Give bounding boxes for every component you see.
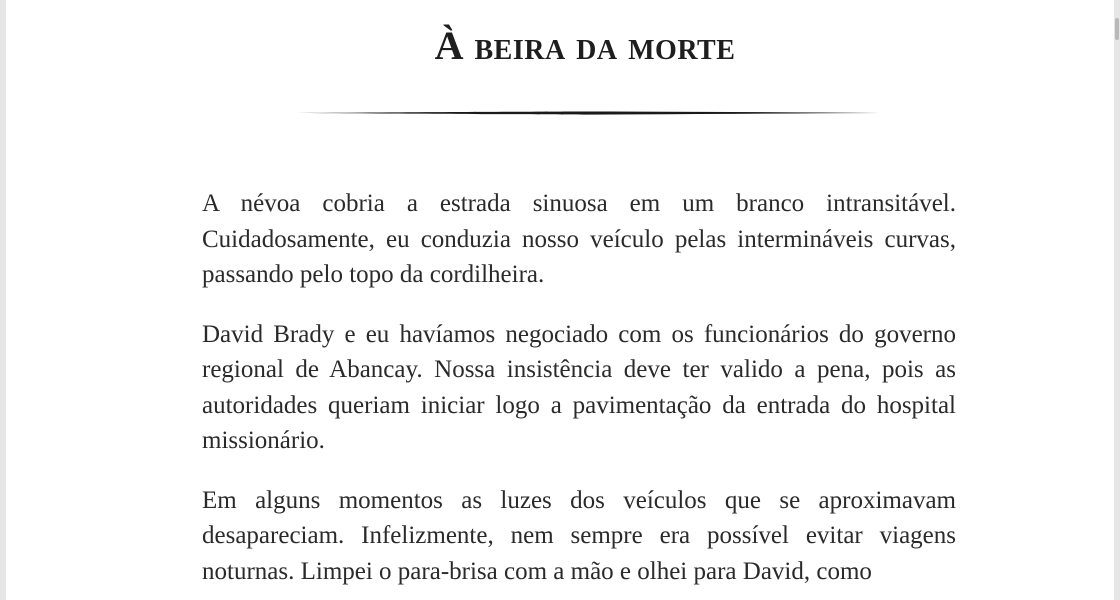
vertical-scrollbar[interactable] [1114, 0, 1120, 600]
paragraph-3: Em alguns momentos as luzes dos veículos que se aproximavam desapareciam. Infelizmente, nem sempre era possível evitar viagens noturnas. Limpei o para-brisa com a mão e olhei para David, como [202, 486, 956, 585]
chapter-body [202, 186, 956, 600]
chapter-title: À beira da morte [434, 23, 736, 68]
document-page [6, 0, 1114, 600]
paragraph-2: David Brady e eu havíamos negociado com os funcionários do governo regional de Abancay. Nossa insistência deve ter valido a pena, pois as autoridades queriam iniciar logo a pavimentação da entrada do hospital missionário. [202, 320, 956, 454]
scrollbar-thumb[interactable] [1115, 18, 1119, 40]
paragraph-1: A névoa cobria a estrada sinuosa em um branco intransitável. Cuidadosamente, eu conduzia nosso veículo pelas intermináveis curvas, passando pelo topo da cordilheira. [202, 190, 956, 288]
title-divider-rule [284, 106, 880, 120]
title-divider-stroke [284, 112, 880, 115]
